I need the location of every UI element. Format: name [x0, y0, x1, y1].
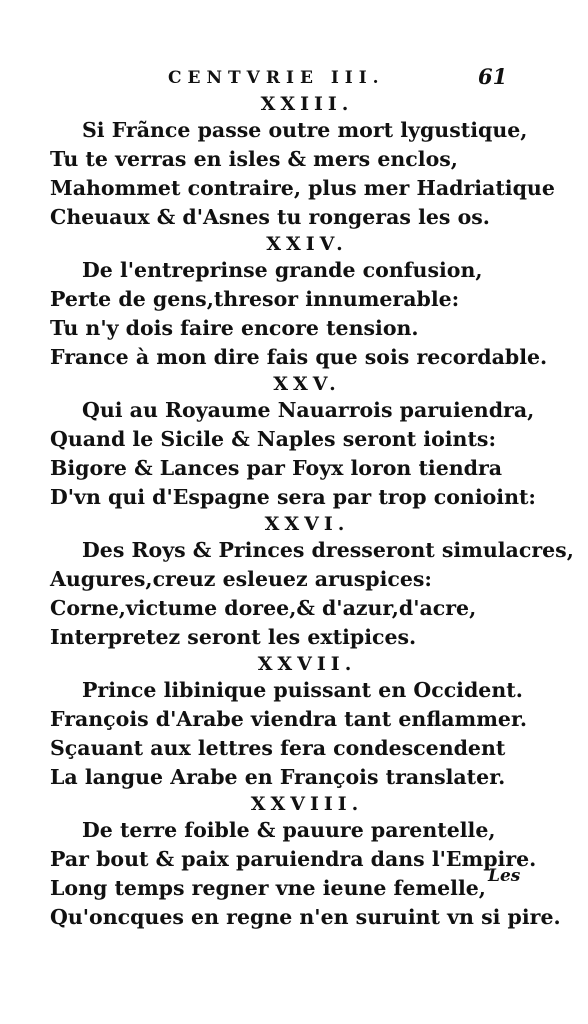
quatrain [0, 792, 588, 932]
verse-line: De terre foible & pauure parentelle, [82, 818, 496, 842]
verse-line: François d'Arabe viendra tant enflammer. [50, 707, 527, 731]
verse-line: Bigore & Lances par Foyx loron tiendra [50, 456, 503, 480]
verse-line: France à mon dire fais que sois recordable. [50, 345, 548, 369]
quatrain-number: XXVIII. [250, 793, 364, 815]
verse-line: Mahommet contraire, plus mer Hadriatique [50, 176, 555, 200]
verse-line: Si Frãnce passe outre mort lygustique, [82, 118, 528, 142]
verse-line: Qui au Royaume Nauarrois paruiendra, [82, 398, 535, 422]
verse-line: La langue Arabe en François translater. [50, 765, 506, 789]
verse-line: Par bout & paix paruiendra dans l'Empire. [50, 847, 537, 871]
quatrain-number: XXIV. [266, 233, 348, 255]
verse-line: Cheuaux & d'Asnes tu rongeras les os. [50, 205, 490, 229]
verse-line: Sçauant aux lettres fera condescendent [50, 736, 506, 760]
page-number: 61 [478, 64, 508, 89]
quatrain-number: XXVI. [264, 513, 350, 535]
quatrain-number: XXV. [273, 373, 341, 395]
verse-line: Perte de gens,thresor innumerable: [50, 287, 460, 311]
verse-line: Qu'oncques en regne n'en suruint vn si pire. [50, 905, 561, 929]
verse-line: Corne,victume doree,& d'azur,d'acre, [50, 596, 477, 620]
running-head [0, 66, 588, 90]
header-title: CENTVRIE III. [168, 68, 385, 88]
verse-line: Tu n'y dois faire encore tension. [50, 316, 419, 340]
quatrain [0, 92, 588, 232]
page-body [0, 92, 588, 932]
quatrain [0, 232, 588, 372]
quatrain-number: XXVII. [257, 653, 357, 675]
verse-line: Long temps regner vne ieune femelle, [50, 876, 486, 900]
catchword: Les [488, 866, 521, 886]
verse-line: De l'entreprinse grande confusion, [82, 258, 483, 282]
verse-line: Prince libinique puissant en Occident. [82, 678, 523, 702]
verse-line: Quand le Sicile & Naples seront ioints: [50, 427, 497, 451]
quatrain [0, 652, 588, 792]
quatrain-number: XXIII. [260, 93, 354, 115]
verse-line: Augures,creuz esleuez aruspices: [50, 567, 433, 591]
quatrain [0, 512, 588, 652]
verse-line: Interpretez seront les extipices. [50, 625, 417, 649]
verse-line: D'vn qui d'Espagne sera par trop conioint: [50, 485, 537, 509]
quatrain [0, 372, 588, 512]
verse-line: Tu te verras en isles & mers enclos, [50, 147, 458, 171]
verse-line: Des Roys & Princes dresseront simulacres, [82, 538, 574, 562]
